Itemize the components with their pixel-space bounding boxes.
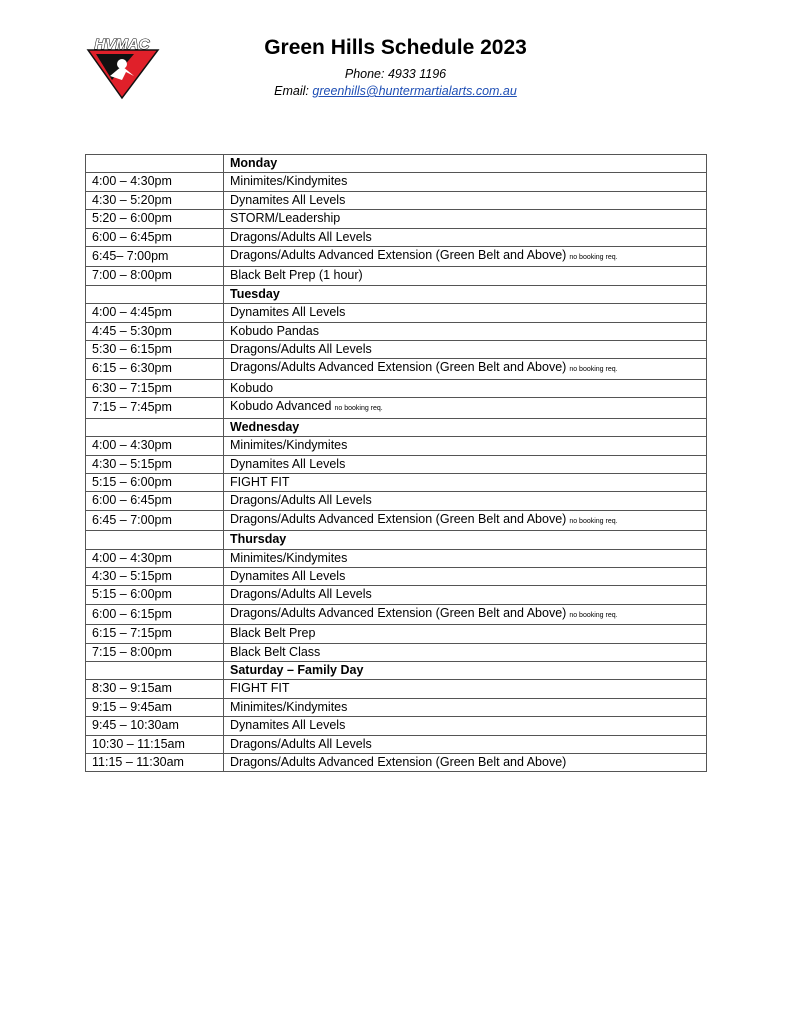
class-time-cell: 4:30 – 5:20pm	[86, 191, 224, 209]
class-row	[86, 549, 707, 567]
class-name: Dragons/Adults All Levels	[230, 587, 372, 602]
class-row	[86, 398, 707, 418]
class-name-cell	[224, 398, 707, 418]
class-name: Kobudo Pandas	[230, 323, 319, 338]
class-name: Black Belt Class	[230, 644, 321, 659]
class-time-cell: 6:45– 7:00pm	[86, 247, 224, 267]
class-name: Dragons/Adults All Levels	[230, 229, 372, 244]
class-time-cell: 7:15 – 7:45pm	[86, 398, 224, 418]
class-name-cell	[224, 379, 707, 397]
class-time-cell: 6:45 – 7:00pm	[86, 510, 224, 530]
booking-note: no booking req.	[569, 366, 618, 374]
class-row	[86, 510, 707, 530]
class-row	[86, 492, 707, 510]
class-time-cell: 6:00 – 6:45pm	[86, 492, 224, 510]
day-header-cell: Monday	[224, 155, 707, 173]
class-row	[86, 455, 707, 473]
class-name-cell	[224, 473, 707, 491]
class-name: Dragons/Adults All Levels	[230, 342, 372, 357]
class-row	[86, 625, 707, 643]
class-row	[86, 604, 707, 624]
class-name: FIGHT FIT	[230, 474, 290, 489]
class-time-cell: 6:15 – 7:15pm	[86, 625, 224, 643]
page-title: Green Hills Schedule 2023	[264, 36, 527, 59]
class-name: FIGHT FIT	[230, 681, 290, 696]
class-name: Minimites/Kindymites	[230, 438, 348, 453]
class-row	[86, 735, 707, 753]
class-row	[86, 359, 707, 379]
class-row	[86, 173, 707, 191]
class-name-cell	[224, 604, 707, 624]
booking-note: no booking req.	[569, 254, 618, 262]
class-name: Black Belt Prep	[230, 626, 316, 641]
class-time-cell: 5:30 – 6:15pm	[86, 341, 224, 359]
class-name: Dragons/Adults Advanced Extension (Green Belt and Above)	[230, 605, 567, 620]
class-name: Dragons/Adults Advanced Extension (Green Belt and Above)	[230, 755, 567, 769]
email-link[interactable]: greenhills@huntermartialarts.com.au	[312, 84, 517, 98]
schedule-table	[85, 154, 707, 772]
class-row	[86, 698, 707, 716]
class-time-cell: 5:15 – 6:00pm	[86, 473, 224, 491]
day-header-row	[86, 661, 707, 679]
class-row	[86, 304, 707, 322]
class-name-cell	[224, 717, 707, 735]
class-row	[86, 228, 707, 246]
class-name: Kobudo	[230, 380, 274, 395]
day-header-cell: Tuesday	[224, 285, 707, 303]
class-name: Dragons/Adults All Levels	[230, 736, 372, 751]
class-time-cell: 10:30 – 11:15am	[86, 735, 224, 753]
class-name: Minimites/Kindymites	[230, 550, 348, 565]
class-name-cell	[224, 267, 707, 285]
class-time-cell: 5:15 – 6:00pm	[86, 586, 224, 604]
day-header-cell: Wednesday	[224, 418, 707, 436]
class-name: Dragons/Adults Advanced Extension (Green Belt and Above)	[230, 248, 567, 263]
class-name-cell	[224, 735, 707, 753]
day-header-blank-cell	[86, 418, 224, 436]
class-name: Dynamites All Levels	[230, 456, 346, 471]
phone-line: Phone: 4933 1196	[344, 67, 447, 81]
class-name: Minimites/Kindymites	[230, 174, 348, 189]
class-name-cell	[224, 510, 707, 530]
class-time-cell: 7:00 – 8:00pm	[86, 267, 224, 285]
class-name: Dynamites All Levels	[230, 568, 346, 583]
class-time-cell: 4:30 – 5:15pm	[86, 567, 224, 585]
class-name-cell	[224, 247, 707, 267]
booking-note: no booking req.	[569, 517, 618, 525]
class-name-cell	[224, 549, 707, 567]
class-name: Kobudo Advanced	[230, 399, 332, 414]
class-time-cell: 6:15 – 6:30pm	[86, 359, 224, 379]
class-name: STORM/Leadership	[230, 211, 341, 226]
day-header-row	[86, 531, 707, 549]
class-time-cell: 9:45 – 10:30am	[86, 717, 224, 735]
class-name: Dynamites All Levels	[230, 305, 346, 320]
class-name-cell	[224, 341, 707, 359]
class-name-cell	[224, 567, 707, 585]
class-name-cell	[224, 359, 707, 379]
class-time-cell: 4:45 – 5:30pm	[86, 322, 224, 340]
class-name-cell	[224, 210, 707, 228]
booking-note: no booking req.	[334, 405, 383, 413]
class-name: Black Belt Prep (1 hour)	[230, 268, 363, 283]
class-row	[86, 191, 707, 209]
class-row	[86, 341, 707, 359]
class-name-cell	[224, 680, 707, 698]
day-header-blank-cell	[86, 285, 224, 303]
class-name-cell	[224, 455, 707, 473]
class-time-cell: 4:00 – 4:30pm	[86, 437, 224, 455]
class-time-cell: 8:30 – 9:15am	[86, 680, 224, 698]
class-name: Dynamites All Levels	[230, 192, 346, 207]
class-time-cell: 4:00 – 4:30pm	[86, 549, 224, 567]
class-name-cell	[224, 492, 707, 510]
class-time-cell: 9:15 – 9:45am	[86, 698, 224, 716]
class-name-cell	[224, 173, 707, 191]
day-header-cell: Saturday – Family Day	[224, 661, 707, 679]
day-header-blank-cell	[86, 155, 224, 173]
class-row	[86, 586, 707, 604]
class-name-cell	[224, 304, 707, 322]
class-time-cell: 4:00 – 4:45pm	[86, 304, 224, 322]
class-row	[86, 267, 707, 285]
class-time-cell: 6:30 – 7:15pm	[86, 379, 224, 397]
class-time-cell: 11:15 – 11:30am	[86, 754, 224, 772]
day-header-blank-cell	[86, 661, 224, 679]
class-row	[86, 680, 707, 698]
class-name-cell	[224, 322, 707, 340]
class-row	[86, 322, 707, 340]
booking-note: no booking req.	[569, 611, 618, 619]
class-time-cell: 6:00 – 6:15pm	[86, 604, 224, 624]
class-name-cell	[224, 754, 707, 772]
day-header-row	[86, 285, 707, 303]
class-row	[86, 379, 707, 397]
class-name-cell	[224, 191, 707, 209]
class-name-cell	[224, 643, 707, 661]
class-row	[86, 567, 707, 585]
class-row	[86, 247, 707, 267]
class-time-cell: 4:00 – 4:30pm	[86, 173, 224, 191]
class-name: Minimites/Kindymites	[230, 699, 348, 714]
class-row	[86, 210, 707, 228]
class-name: Dragons/Adults Advanced Extension (Green Belt and Above)	[230, 511, 567, 526]
class-name-cell	[224, 625, 707, 643]
day-header-cell: Thursday	[224, 531, 707, 549]
day-header-row	[86, 418, 707, 436]
class-name: Dragons/Adults Advanced Extension (Green Belt and Above)	[230, 360, 567, 375]
class-name: Dynamites All Levels	[230, 718, 346, 733]
class-name-cell	[224, 437, 707, 455]
class-row	[86, 643, 707, 661]
day-header-blank-cell	[86, 531, 224, 549]
email-line	[0, 84, 791, 98]
logo-text: HVMAC	[94, 36, 150, 53]
class-time-cell: 6:00 – 6:45pm	[86, 228, 224, 246]
class-name: Dragons/Adults All Levels	[230, 493, 372, 508]
class-time-cell: 5:20 – 6:00pm	[86, 210, 224, 228]
class-name-cell	[224, 698, 707, 716]
class-row	[86, 437, 707, 455]
class-row	[86, 754, 707, 772]
day-header-row	[86, 155, 707, 173]
class-name-cell	[224, 586, 707, 604]
class-row	[86, 717, 707, 735]
class-row	[86, 473, 707, 491]
class-time-cell: 4:30 – 5:15pm	[86, 455, 224, 473]
class-time-cell: 7:15 – 8:00pm	[86, 643, 224, 661]
class-name-cell	[224, 228, 707, 246]
email-label: Email:	[274, 84, 313, 98]
